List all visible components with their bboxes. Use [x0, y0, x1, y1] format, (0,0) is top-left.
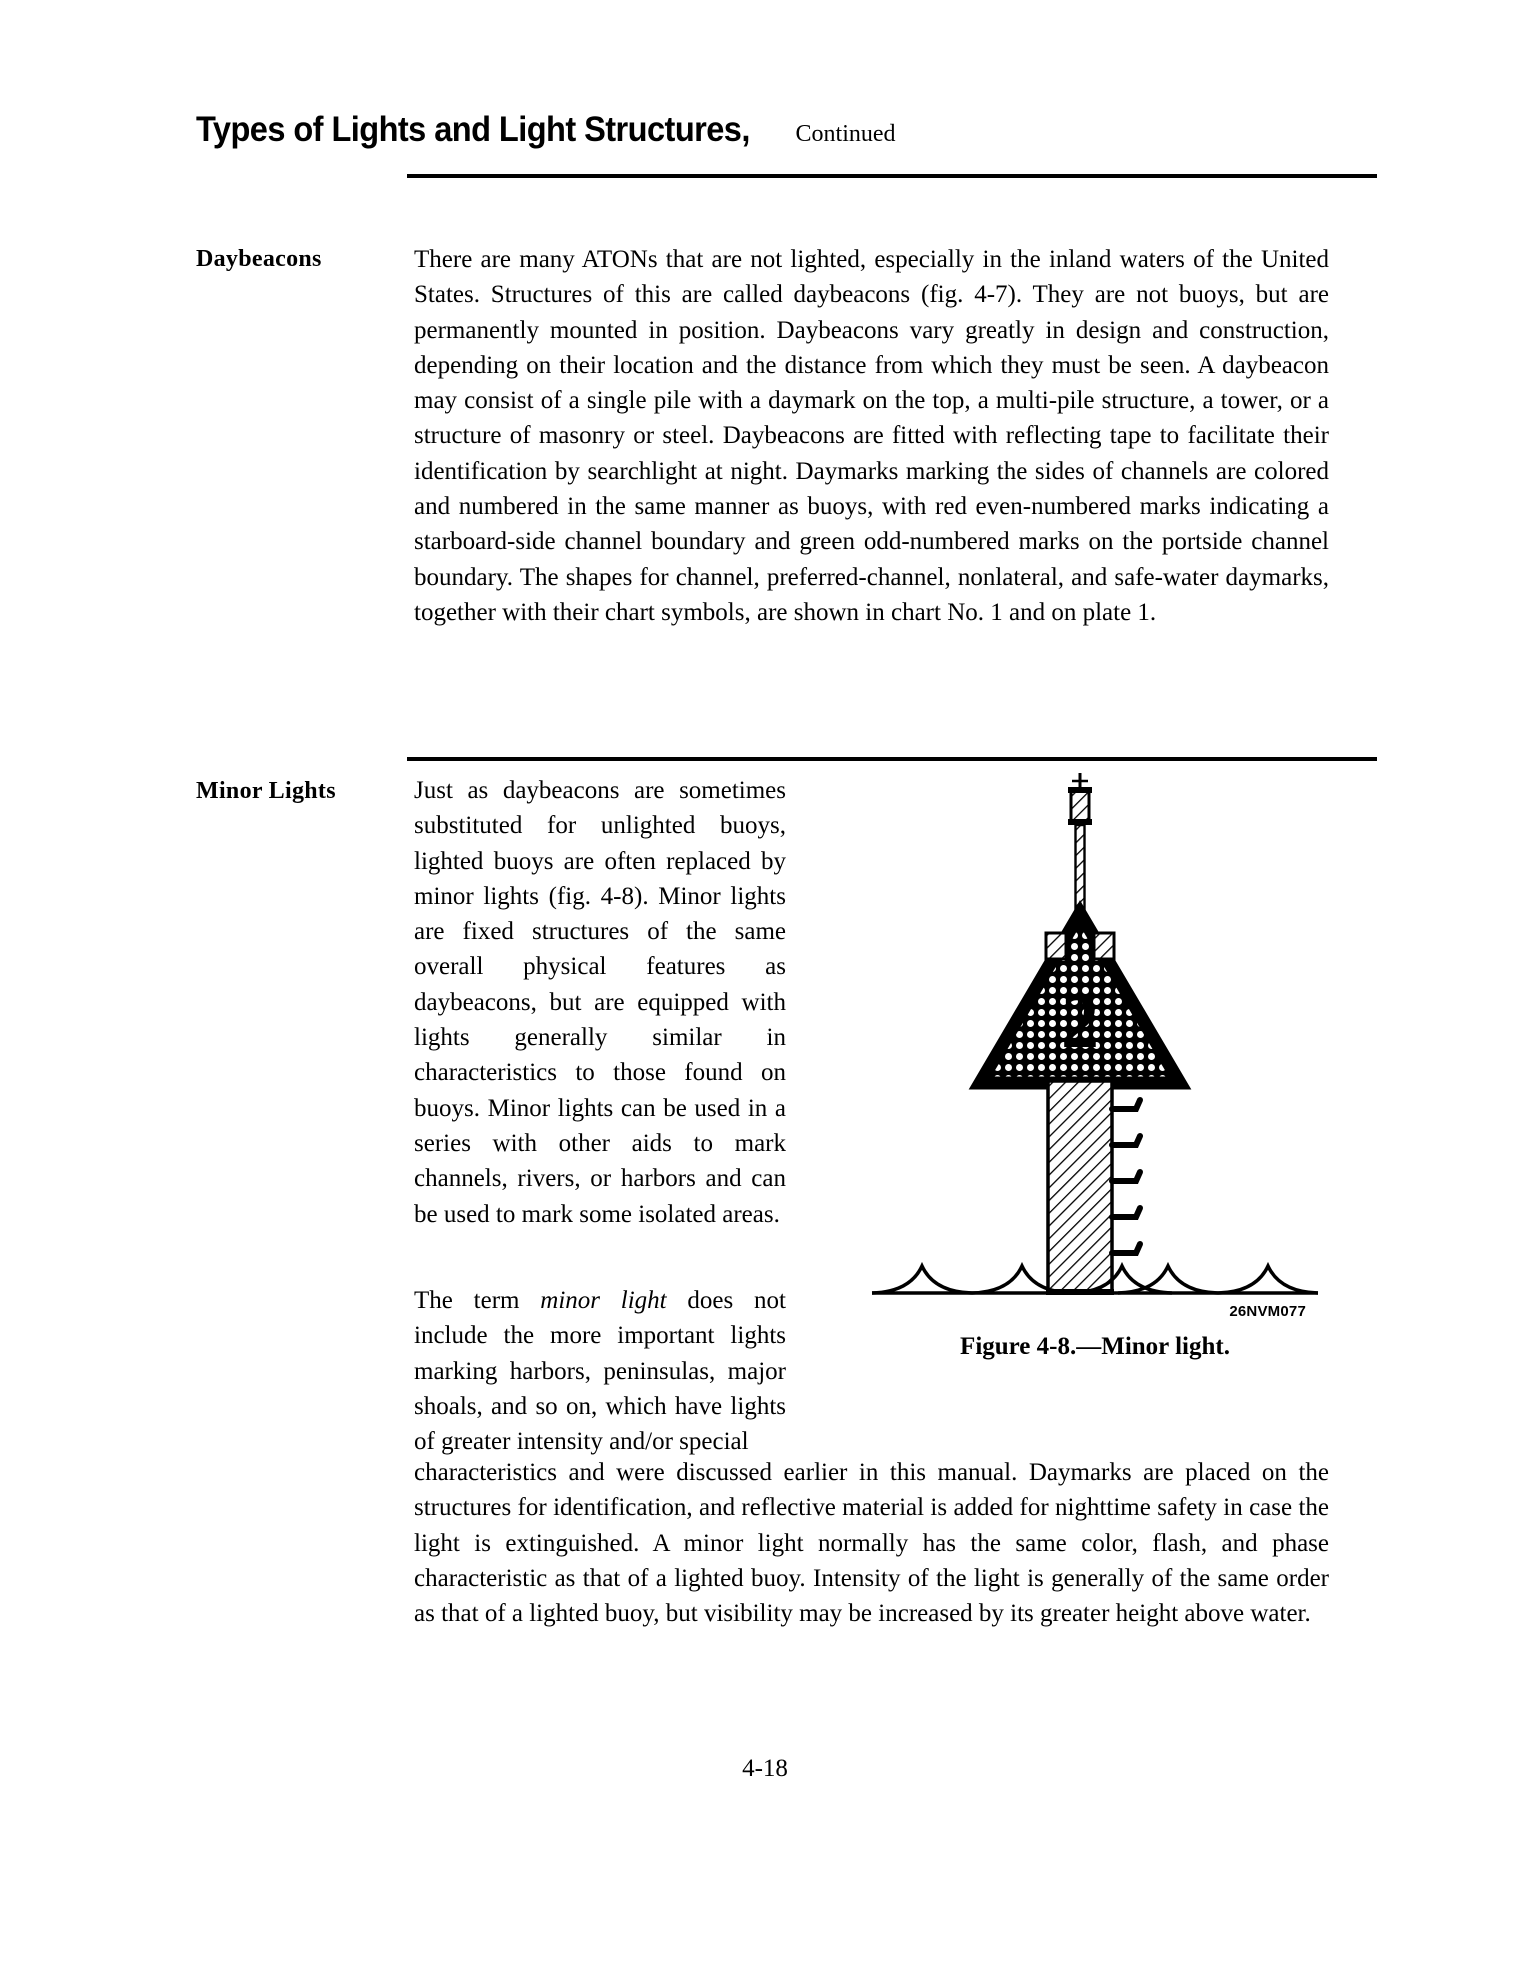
paragraph: characteristics and were discussed earlier in this manual. Daymarks are placed on the structures for identification, and reflective material is added for nighttime safety in case the light is extinguished. A minor light normally has the same color, flash, and phase characteristic as that of a lighted buoy. Intensity of the light is generally of the same order as that of a lighted buoy, but visibility may be increased by its greater height above water.	[414, 1459, 1329, 1628]
page-title: Types of Lights and Light Structures,	[196, 110, 750, 149]
figure-caption: Figure 4-8.—Minor light.	[960, 1333, 1230, 1360]
paragraph: There are many ATONs that are not lighted, especially in the inland waters of the United States. Structures of this are called daybeacons (fig. 4-7). They are not buoys, but are permanently mounted in position. Daybeacons vary greatly in design and construction, depending on their location and the distance from which they must be seen. A daybeacon may consist of a single pile with a daymark on the top, a multi-pile structure, a tower, or a structure of masonry or steel. Daybeacons are fitted with reflecting tape to facilitate their identification by searchlight at night. Daymarks marking the sides of channels are colored and numbered in the same manner as buoys, with red even-numbered marks indicating a starboard-side channel boundary and green odd-numbered marks on the portside channel boundary. The shapes for channel, preferred-channel, nonlateral, and safe-water daymarks, together with their chart symbols, are shown in chart No. 1 and on plate 1.	[414, 246, 1329, 626]
page-title-continued: Continued	[795, 121, 896, 147]
figure-4-8	[860, 765, 1330, 1405]
paragraph: Just as daybeacons are sometimes substituted for unlighted buoys, lighted buoys are often replaced by minor lights (fig. 4-8). Minor lights are fixed structures of the same overall physical features as daybeacons, but are equipped with lights generally similar in characteristics to those found on buoys. Minor lights can be used in a series with other aids to mark channels, rivers, or harbors and can be used to mark some isolated areas.	[414, 777, 786, 1228]
daymark-number: 2	[1061, 980, 1099, 1064]
daymark-triangle	[980, 913, 1180, 1083]
figure-id-label: 26NVM077	[1229, 1303, 1306, 1320]
italic-term: minor light	[540, 1287, 667, 1314]
section-divider-top	[407, 174, 1377, 178]
section-body-minor-lights-3	[414, 1455, 1329, 1631]
page-number: 4-18	[742, 1755, 788, 1782]
minor-light-illustration	[860, 765, 1330, 1335]
ladder-rungs	[1112, 1100, 1140, 1253]
text-after-italic: does not include the more important lights marking harbors, peninsulas, major shoals, and so on, which have lights of greater intensity and/or special	[414, 1287, 786, 1456]
section-body-daybeacons	[414, 242, 1329, 630]
text-before-italic: The term	[414, 1287, 541, 1314]
paragraph	[414, 1283, 786, 1459]
page-header	[196, 110, 1376, 150]
section-label-daybeacons: Daybeacons	[196, 246, 322, 272]
section-body-minor-lights-2	[414, 1283, 786, 1459]
section-label-minor-lights: Minor Lights	[196, 778, 336, 804]
section-body-minor-lights-1	[414, 773, 786, 1232]
section-divider-middle	[407, 757, 1377, 761]
